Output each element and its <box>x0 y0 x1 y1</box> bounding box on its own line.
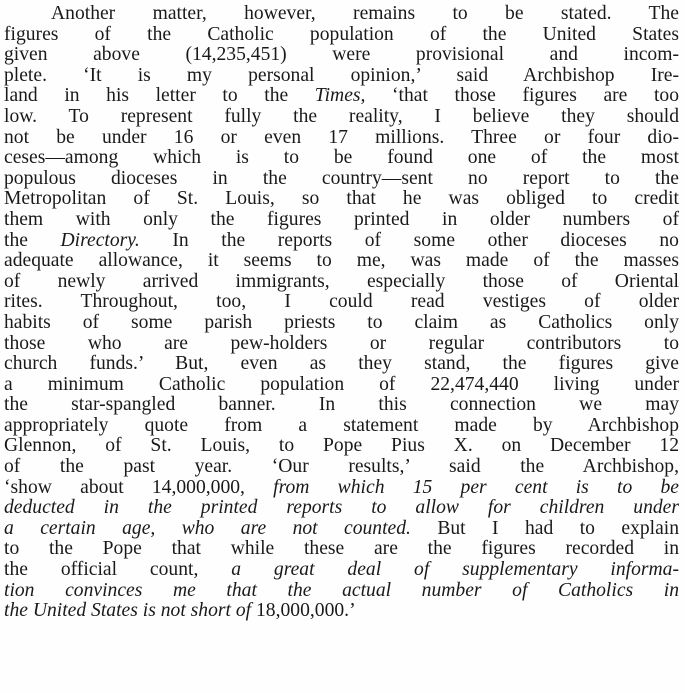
text-run: plete. ‘It is my personal opinion,’ said Archbishop Ire- <box>4 64 679 86</box>
text-line <box>4 478 679 499</box>
text-line <box>4 189 679 210</box>
text-line <box>4 86 679 107</box>
text-line <box>4 457 679 478</box>
text-run: of the past year. ‘Our results,’ said the Archbishop, <box>4 456 679 478</box>
italic-text-run: Directory. <box>60 229 140 251</box>
text-line <box>4 45 679 66</box>
text-run: Metropolitan of St. Louis, so that he was obliged to credit <box>4 188 679 210</box>
text-run: them with only the figures printed in older numbers of <box>4 208 679 230</box>
text-line <box>4 375 679 396</box>
italic-text-run: Times, <box>314 85 366 107</box>
text-line <box>4 148 679 169</box>
text-line <box>4 498 679 519</box>
paragraph <box>4 4 679 622</box>
text-run: habits of some parish priests to claim as Catholics only <box>4 311 679 333</box>
text-run: 18,000,000.’ <box>251 600 356 622</box>
text-run: ‘show about 14,000,000, <box>4 476 274 498</box>
italic-text-run: a great deal of supplementary informa- <box>231 559 679 581</box>
text-line <box>4 395 679 416</box>
text-run: Glennon, of St. Louis, to Pope Pius X. on December 12 <box>4 435 679 457</box>
text-run: given above (14,235,451) were provisional and incom- <box>4 44 679 66</box>
italic-text-run: tion convinces me that the actual number of Catholics in <box>4 579 679 601</box>
text-line <box>4 416 679 437</box>
text-run: appropriately quote from a statement made by Archbishop <box>4 414 679 436</box>
text-line <box>4 436 679 457</box>
text-line <box>4 292 679 313</box>
text-line <box>4 581 679 602</box>
text-line <box>4 107 679 128</box>
text-run: populous dioceses in the country—sent no report to the <box>4 167 679 189</box>
text-run: land in his letter to the <box>4 85 315 107</box>
text-run: the star-spangled banner. In this connection we may <box>4 394 679 416</box>
text-line <box>4 169 679 190</box>
text-run: Another matter, however, remains to be stated. The <box>51 3 679 24</box>
text-line <box>4 25 679 46</box>
text-line <box>4 313 679 334</box>
text-line <box>4 334 679 355</box>
text-line <box>4 4 679 25</box>
text-line <box>4 539 679 560</box>
text-line <box>4 601 679 622</box>
text-run: figures of the Catholic population of the United States <box>4 23 679 45</box>
text-run: those who are pew-holders or regular contributors to <box>4 332 679 354</box>
text-line <box>4 210 679 231</box>
text-run: of newly arrived immigrants, especially those of Oriental <box>4 270 679 292</box>
italic-text-run: the United States is not short of <box>4 600 252 622</box>
italic-text-run: a certain age, who are not counted. <box>4 517 411 539</box>
text-line <box>4 519 679 540</box>
text-run: low. To represent fully the reality, I believe they should <box>4 105 679 127</box>
text-run: church funds.’ But, even as they stand, the figures give <box>4 353 679 375</box>
text-run: a minimum Catholic population of 22,474,440 living under <box>4 373 679 395</box>
text-line <box>4 251 679 272</box>
text-line <box>4 354 679 375</box>
text-run: to the Pope that while these are the figures recorded in <box>4 538 679 560</box>
text-run: But I had to explain <box>410 517 679 539</box>
text-run: In the reports of some other dioceses no <box>139 229 679 251</box>
text-run: the official count, <box>4 559 232 581</box>
text-line <box>4 128 679 149</box>
text-run: ‘that those figures are too <box>365 85 679 107</box>
text-line <box>4 272 679 293</box>
text-run: ceses—among which is to be found one of the most <box>4 147 679 169</box>
text-run: adequate allowance, it seems to me, was made of the masses <box>4 250 679 272</box>
italic-text-run: deducted in the printed reports to allow for children under <box>4 497 679 519</box>
text-line <box>4 66 679 87</box>
text-run: rites. Throughout, too, I could read vestiges of older <box>4 291 679 313</box>
text-run: the <box>4 229 61 251</box>
text-line <box>4 560 679 581</box>
text-line <box>4 231 679 252</box>
italic-text-run: from which 15 per cent is to be <box>273 476 679 498</box>
text-run: not be under 16 or even 17 millions. Three or four dio- <box>4 126 679 148</box>
